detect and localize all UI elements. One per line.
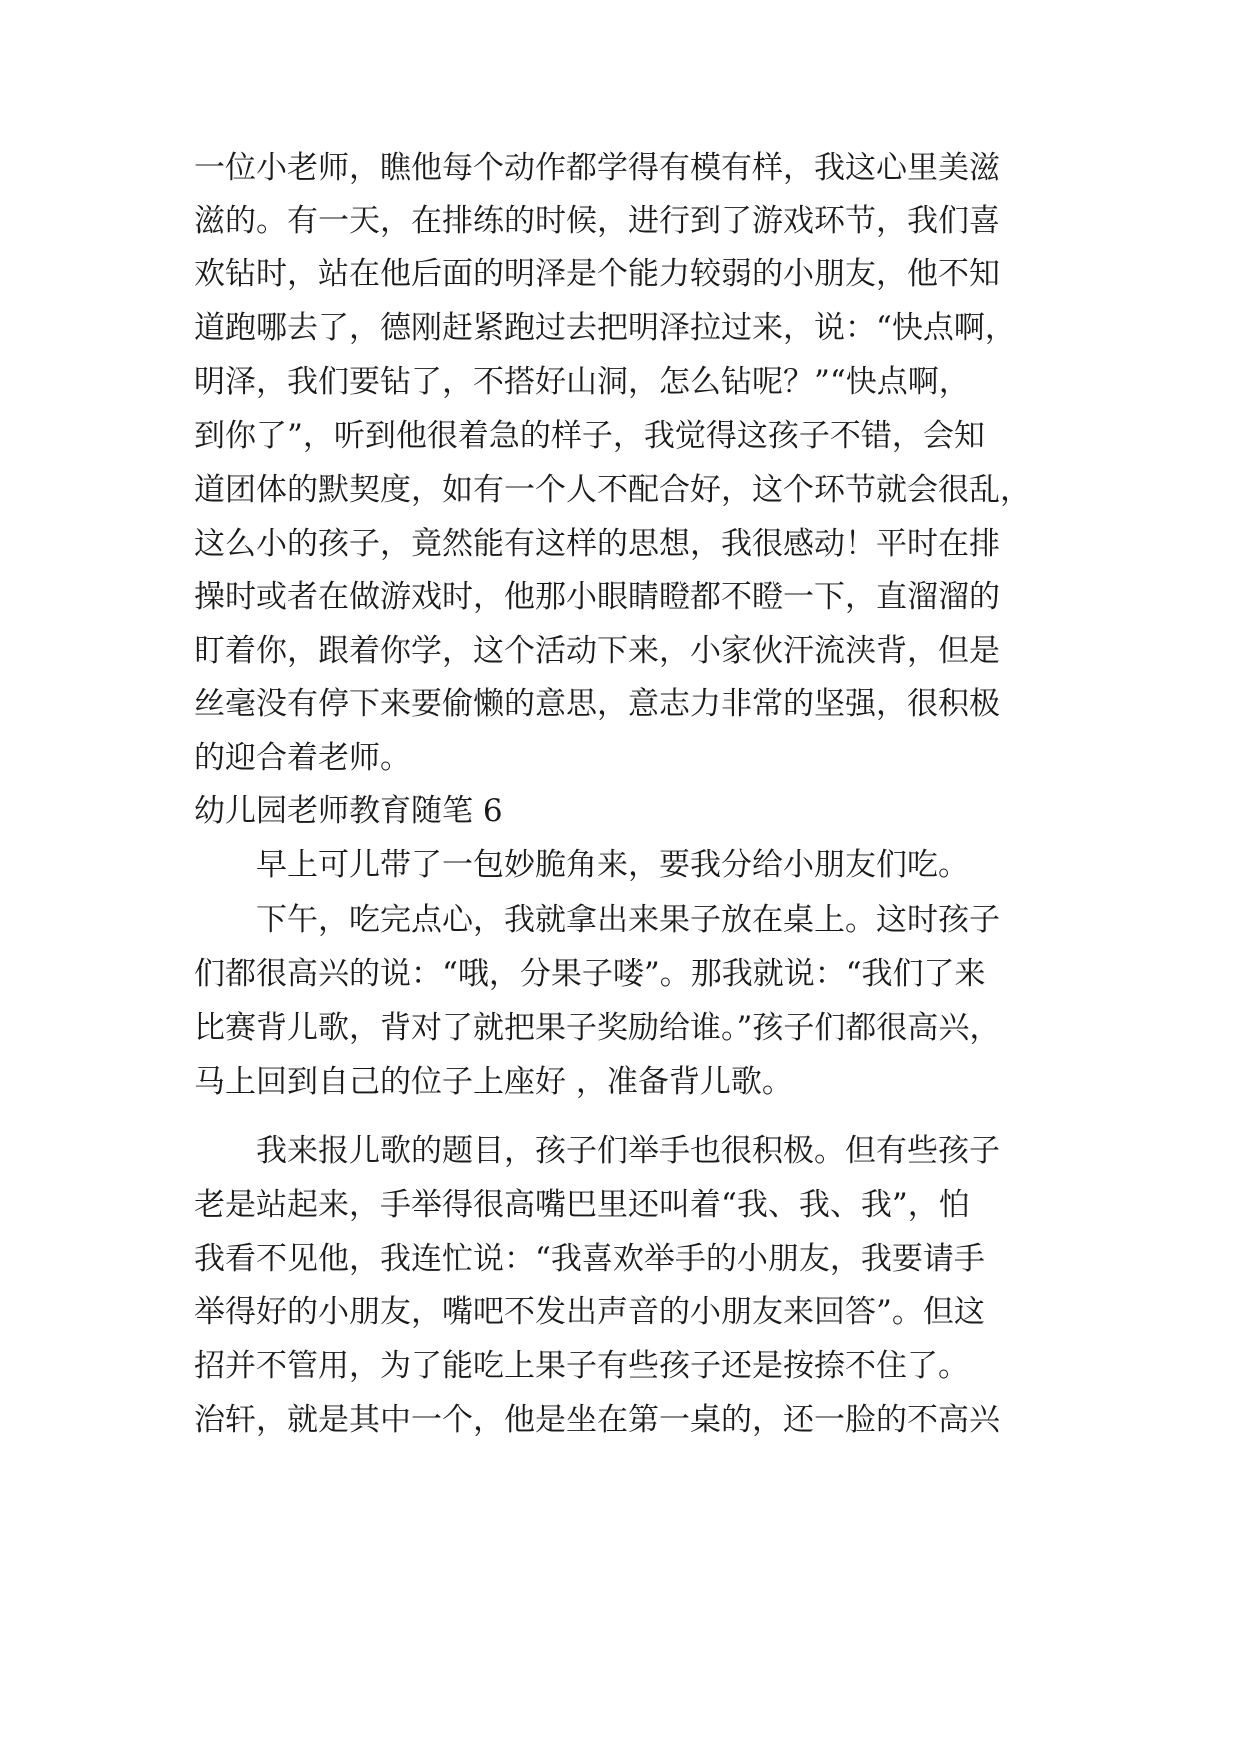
section-heading: 幼儿园老师教育随笔 6	[194, 793, 503, 829]
paragraph-line: 滋的。有一天，在排练的时候，进行到了游戏环节，我们喜	[194, 203, 1000, 239]
paragraph-line: 的迎合着老师。	[194, 740, 411, 776]
paragraph-line: 早上可儿带了一包妙脆角来，要我分给小朋友们吃。	[256, 847, 969, 883]
paragraph-line: 我来报儿歌的题目，孩子们举手也很积极。但有些孩子	[256, 1133, 1000, 1169]
paragraph-line: 道团体的默契度，如有一个人不配合好，这个环节就会很乱，	[194, 472, 1031, 508]
paragraph-line: 操时或者在做游戏时，他那小眼睛瞪都不瞪一下，直溜溜的	[194, 579, 1000, 615]
paragraph-line: 道跑哪去了，德刚赶紧跑过去把明泽拉过来，说：“快点啊，	[194, 310, 1016, 346]
paragraph-line: 马上回到自己的位子上座好 ，准备背儿歌。	[194, 1064, 793, 1100]
paragraph-line: 比赛背儿歌，背对了就把果子奖励给谁。”孩子们都很高兴，	[194, 1010, 1001, 1046]
paragraph-line: 们都很高兴的说：“哦，分果子喽”。那我就说：“我们了来	[194, 956, 986, 992]
paragraph-line: 一位小老师，瞧他每个动作都学得有模有样，我这心里美滋	[194, 150, 1000, 186]
paragraph-line: 到你了”，听到他很着急的样子，我觉得这孩子不错，会知	[194, 418, 985, 454]
paragraph-line: 下午，吃完点心，我就拿出来果子放在桌上。这时孩子	[256, 902, 1000, 938]
paragraph-line: 我看不见他，我连忙说：“我喜欢举手的小朋友，我要请手	[194, 1241, 985, 1277]
paragraph-line: 这么小的孩子，竟然能有这样的思想，我很感动！平时在排	[194, 526, 1000, 562]
paragraph-line: 治轩，就是其中一个，他是坐在第一桌的，还一脸的不高兴	[194, 1402, 1000, 1438]
paragraph-line: 招并不管用，为了能吃上果子有些孩子还是按捺不住了。	[194, 1348, 969, 1384]
paragraph-line: 老是站起来，手举得很高嘴巴里还叫着“我、我、我”，怕	[194, 1187, 970, 1223]
paragraph-line: 明泽，我们要钻了，不搭好山洞，怎么钻呢？”“快点啊，	[194, 364, 970, 400]
paragraph-line: 丝毫没有停下来要偷懒的意思，意志力非常的坚强，很积极	[194, 686, 1000, 722]
paragraph-line: 欢钻时，站在他后面的明泽是个能力较弱的小朋友，他不知	[194, 256, 1000, 292]
paragraph-line: 举得好的小朋友，嘴吧不发出声音的小朋友来回答”。但这	[194, 1294, 985, 1330]
paragraph-line: 盯着你，跟着你学，这个活动下来，小家伙汗流浃背，但是	[194, 633, 1000, 669]
